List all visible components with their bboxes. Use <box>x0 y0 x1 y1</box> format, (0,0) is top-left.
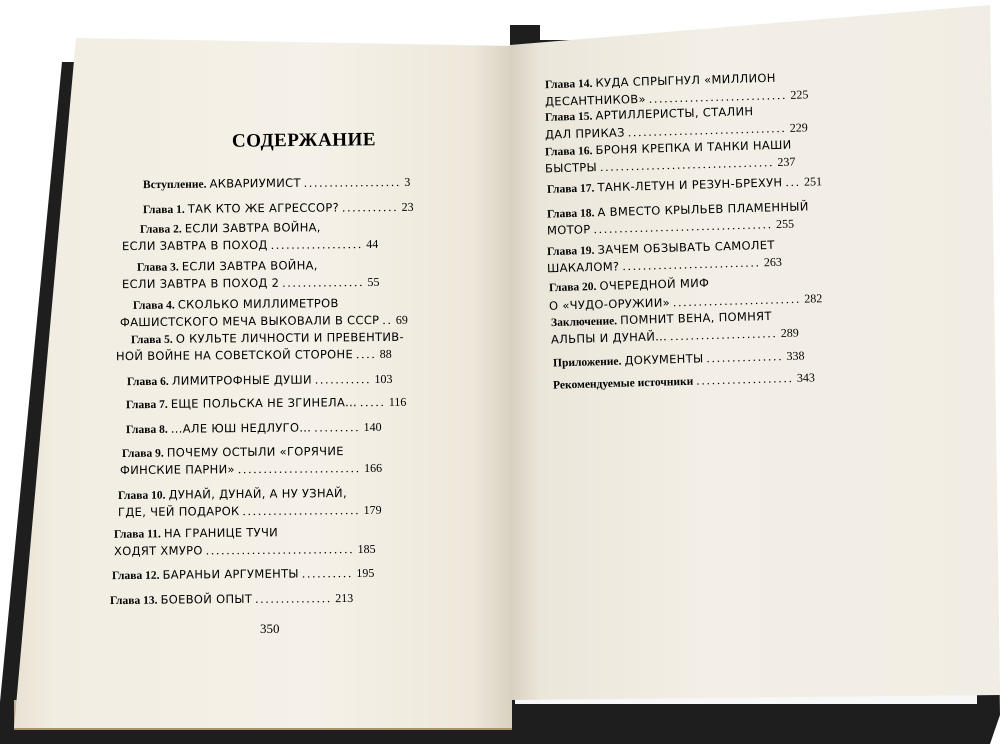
chapter-page-number: 103 <box>374 371 393 386</box>
chapter-title: АРТИЛЛЕРИСТЫ, СТАЛИН <box>595 104 754 123</box>
leader-dots: ........................ <box>237 461 361 477</box>
chapter-page-number: 229 <box>789 120 809 135</box>
chapter-title: НОЙ ВОЙНЕ НА СОВЕТСКОЙ СТОРОНЕ <box>115 347 354 364</box>
chapter-page-number: 237 <box>777 154 796 170</box>
chapter-title: ТАНК-ЛЕТУН И РЕЗУН-БРЕХУН <box>597 175 783 195</box>
chapter-label: Глава 3. <box>136 261 179 274</box>
chapter-label: Глава 1. <box>142 203 185 217</box>
leader-dots: ................... <box>696 370 794 388</box>
toc-entry-line <box>118 502 382 521</box>
toc-entry-line <box>143 199 414 219</box>
leader-dots: .. <box>382 312 393 327</box>
chapter-label: Глава 10. <box>117 489 166 502</box>
chapter-label: Рекомендуемые источники <box>552 375 694 392</box>
chapter-page-number: 23 <box>401 199 414 214</box>
chapter-title: ДЕСАНТНИКОВ» <box>544 91 647 109</box>
leader-dots: ............... <box>706 349 784 366</box>
chapter-title: БАРАНЬИ АРГУМЕНТЫ <box>162 566 299 582</box>
toc-entry-line <box>116 346 392 365</box>
leader-dots: ..................... <box>669 326 778 344</box>
leader-dots: .................................. <box>599 155 775 174</box>
chapter-page-number: 116 <box>388 394 407 409</box>
chapter-label: Глава 13. <box>109 594 158 608</box>
chapter-title: ЕЩЕ ПОЛЬСКА НЕ ЗГИНЕЛА... <box>170 395 358 411</box>
toc-entry-line <box>122 274 380 293</box>
toc-entry-line <box>126 419 382 439</box>
leader-dots: ............................. <box>205 542 355 558</box>
chapter-page-number: 179 <box>363 502 382 518</box>
chapter-title: НА ГРАНИЦЕ ТУЧИ <box>163 525 279 541</box>
chapter-title: ЕСЛИ ЗАВТРА ВОЙНА, <box>184 220 321 236</box>
chapter-page-number: 338 <box>786 348 805 363</box>
chapter-page-number: 282 <box>804 291 823 306</box>
toc-entry-line <box>127 371 393 391</box>
chapter-title: ФИНСКИЕ ПАРНИ» <box>119 462 235 478</box>
chapter-title: ...АЛЕ ЮШ НЕДЛУГО... <box>170 420 312 436</box>
chapter-page-number: 263 <box>763 254 783 270</box>
chapter-label: Глава 9. <box>121 447 164 460</box>
chapter-label: Глава 18. <box>546 207 595 221</box>
chapter-title: ЕСЛИ ЗАВТРА В ПОХОД <box>121 237 268 254</box>
toc-entry-line <box>114 541 376 560</box>
chapter-page-number: 69 <box>395 312 408 327</box>
chapter-label: Глава 4. <box>132 299 175 312</box>
chapter-title: ГДЕ, ЧЕЙ ПОДАРОК <box>117 504 240 520</box>
chapter-title: ЗАЧЕМ ОБЗЫВАТЬ САМОЛЕТ <box>597 237 775 257</box>
chapter-page-number: 166 <box>363 460 383 476</box>
chapter-page-number: 225 <box>790 87 809 102</box>
leader-dots: .... <box>356 346 377 362</box>
chapter-title: БОЕВОЙ ОПЫТ <box>160 591 253 607</box>
chapter-label: Глава 12. <box>111 569 160 583</box>
chapter-title: ПОЧЕМУ ОСТЫЛИ «ГОРЯЧИЕ <box>166 444 344 460</box>
chapter-title: ДОКУМЕНТЫ <box>624 351 704 368</box>
chapter-title: ЕСЛИ ЗАВТРА ВОЙНА, <box>181 258 318 274</box>
chapter-page-number: 55 <box>367 274 380 289</box>
chapter-page-number: 255 <box>775 216 795 232</box>
chapter-label: Глава 20. <box>548 280 597 295</box>
leader-dots: ..... <box>360 394 386 410</box>
leader-dots: .................. <box>270 237 364 252</box>
leader-dots: ....................... <box>242 503 361 519</box>
toc-entry-line <box>110 590 353 610</box>
chapter-title: БРОНЯ КРЕПКА И ТАНКИ НАШИ <box>595 137 792 158</box>
chapter-label: Глава 2. <box>139 223 182 236</box>
toc-entry-line <box>143 174 411 194</box>
chapter-title: А ВМЕСТО КРЫЛЬЕВ ПЛАМЕННЫЙ <box>597 199 809 220</box>
leader-dots: ........... <box>314 372 372 387</box>
chapter-label: Глава 6. <box>126 375 169 389</box>
chapter-title: АКВАРИУМИСТ <box>209 175 301 191</box>
chapter-title: ШАКАЛОМ? <box>546 259 620 276</box>
chapter-label: Глава 8. <box>125 423 168 437</box>
chapter-label: Глава 19. <box>546 244 595 259</box>
chapter-page-number: 195 <box>356 565 375 581</box>
leader-dots: ......................... <box>672 291 802 310</box>
chapter-title: ДУНАЙ, ДУНАЙ, А НУ УЗНАЙ, <box>168 486 347 502</box>
chapter-title: КУДА СПРЫГНУЛ «МИЛЛИОН <box>595 70 776 90</box>
leader-dots: ......... <box>314 420 361 435</box>
chapter-label: Глава 7. <box>125 398 168 412</box>
chapter-title: МОТОР <box>546 222 591 238</box>
chapter-label: Глава 16. <box>544 145 593 159</box>
chapter-page-number: 88 <box>379 346 392 361</box>
leader-dots: ................ <box>282 275 365 290</box>
chapter-label: Вступление. <box>142 178 207 192</box>
toc-entry-line <box>112 565 375 585</box>
chapter-page-number: 140 <box>363 419 382 435</box>
leader-dots: ........................... <box>622 255 761 274</box>
leader-dots: ... <box>785 174 802 190</box>
chapter-title: О КУЛЬТЕ ЛИЧНОСТИ И ПРЕВЕНТИВ- <box>175 329 404 346</box>
chapter-title: ДАЛ ПРИКАЗ <box>544 125 625 142</box>
chapter-page-number: 343 <box>796 370 816 385</box>
leader-dots: ........................... <box>648 87 788 106</box>
chapter-label: Глава 14. <box>544 77 593 92</box>
toc-entry-line <box>114 524 278 543</box>
chapter-title: СКОЛЬКО МИЛЛИМЕТРОВ <box>177 296 339 312</box>
toc-entry-line <box>120 460 382 479</box>
chapter-title: ТАК КТО ЖЕ АГРЕССОР? <box>187 200 340 216</box>
toc-entry-line <box>126 394 407 414</box>
chapter-label: Глава 17. <box>546 182 595 196</box>
chapter-page-number: 3 <box>404 174 411 189</box>
chapter-title: ХОДЯТ ХМУРО <box>113 543 203 559</box>
toc-entry-line <box>122 236 378 255</box>
chapter-title: ФАШИСТСКОГО МЕЧА ВЫКОВАЛИ В СССР <box>119 312 380 330</box>
chapter-title: О «ЧУДО-ОРУЖИИ» <box>548 295 671 313</box>
chapter-label: Глава 5. <box>130 333 173 347</box>
leader-dots: ................... <box>303 174 402 190</box>
chapter-page-number: 213 <box>335 590 354 606</box>
toc-title: СОДЕРЖАНИЕ <box>231 129 377 152</box>
page-number: 350 <box>260 621 280 636</box>
chapter-title: ЛИМИТРОФНЫЕ ДУШИ <box>171 372 312 388</box>
chapter-title: ОЧЕРЕДНОЙ МИФ <box>599 275 710 293</box>
leader-dots: ........... <box>342 199 399 215</box>
leader-dots: ............................... <box>627 120 787 140</box>
chapter-page-number: 251 <box>803 174 823 189</box>
chapter-title: БЫСТРЫ <box>544 160 598 176</box>
chapter-page-number: 289 <box>780 325 800 341</box>
chapter-page-number: 44 <box>366 236 379 251</box>
chapter-label: Глава 11. <box>113 528 161 541</box>
chapter-label: Заключение. <box>550 315 618 330</box>
chapter-title: ЕСЛИ ЗАВТРА В ПОХОД 2 <box>121 275 280 292</box>
chapter-label: Глава 15. <box>544 110 593 124</box>
chapter-title: ПОМНИТ ВЕНА, ПОМНЯТ <box>619 308 772 328</box>
chapter-title: АЛЬПЫ И ДУНАЙ... <box>550 329 668 347</box>
leader-dots: ............... <box>255 591 333 606</box>
leader-dots: .......... <box>301 566 354 581</box>
leader-dots: ................................... <box>593 217 774 237</box>
chapter-page-number: 185 <box>357 541 376 557</box>
chapter-label: Приложение. <box>552 355 622 370</box>
